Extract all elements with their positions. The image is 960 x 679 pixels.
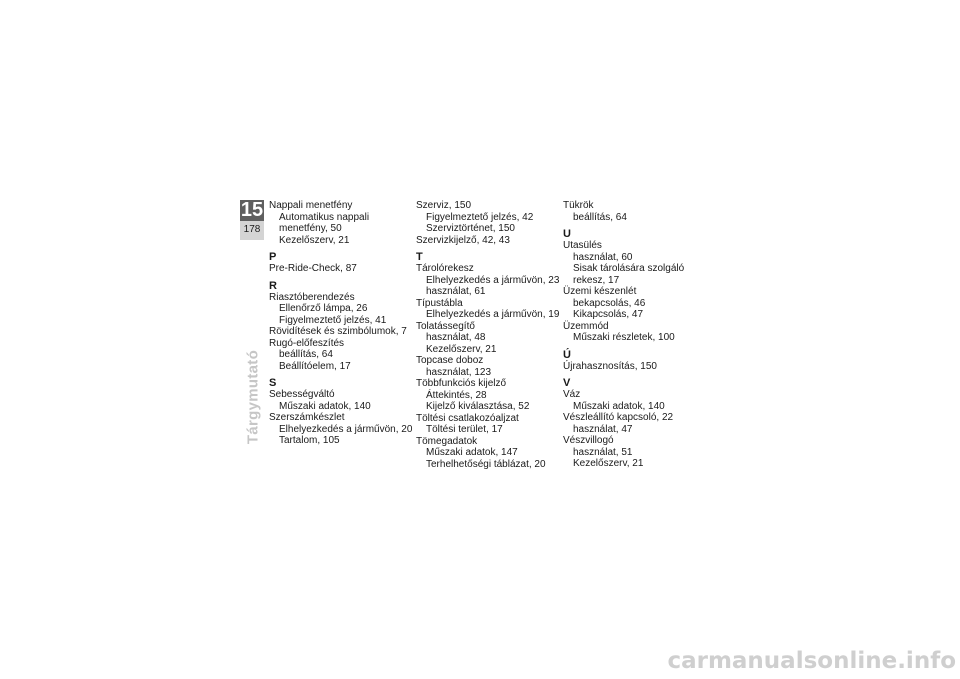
index-subentry: használat, 47 [573, 423, 633, 435]
index-subentry: bekapcsolás, 46 [573, 297, 646, 309]
index-subentry: menetfény, 50 [279, 223, 342, 234]
index-entry: Tükrök [563, 200, 594, 211]
index-entry: Utasülés [563, 240, 602, 251]
index-letter-heading: R [269, 279, 277, 292]
index-subentry: használat, 51 [573, 446, 633, 458]
index-subentry: használat, 48 [426, 332, 486, 343]
index-entry: Nappali menetfény [269, 200, 353, 211]
index-entry: Tárolórekesz [416, 263, 474, 274]
index-subentry: Terhelhetőségi táblázat, 20 [426, 458, 546, 470]
index-entry: Vészleállító kapcsoló, 22 [563, 412, 674, 423]
chapter-title-vertical [244, 349, 262, 445]
index-column-3 [563, 200, 708, 470]
index-column-1 [269, 200, 414, 447]
index-subentry: Tartalom, 105 [279, 435, 340, 446]
index-entry: Tömegadatok [416, 435, 478, 447]
index-entry: Szervizkijelző, 42, 43 [416, 234, 510, 246]
index-subentry: Műszaki adatok, 147 [426, 447, 518, 458]
index-entry: Üzemmód [563, 320, 609, 332]
index-subentry: Figyelmeztető jelzés, 42 [426, 211, 534, 223]
index-subentry: használat, 61 [426, 286, 486, 297]
index-entry: Riasztóberendezés [269, 291, 355, 303]
index-subentry: Elhelyezkedés a járművön, 23 [426, 274, 560, 286]
index-subentry: Töltési terület, 17 [426, 424, 503, 435]
index-entry: Típustábla [416, 297, 463, 309]
index-entry: Tolatássegítő [416, 320, 475, 332]
index-entry: Váz [563, 389, 581, 400]
index-column-2 [416, 200, 561, 470]
index-subentry: Elhelyezkedés a járművön, 19 [426, 309, 560, 320]
index-subentry: Szerviztörténet, 150 [426, 223, 515, 234]
index-letter-heading: V [563, 377, 571, 389]
index-entry: Rövidítések és szimbólumok, 7 [269, 326, 407, 337]
index-subentry: Kezelőszerv, 21 [573, 458, 644, 469]
index-letter-heading: S [269, 377, 277, 389]
index-subentry: Automatikus nappali [279, 211, 370, 223]
index-subentry: Műszaki adatok, 140 [279, 400, 371, 412]
index-letter-heading: T [416, 251, 423, 263]
index-subentry: beállítás, 64 [573, 211, 627, 223]
index-entry: Üzemi készenlét [563, 286, 637, 297]
index-subentry: Elhelyezkedés a járművön, 20 [279, 423, 413, 435]
index-entry: Vészvillogó [563, 435, 614, 446]
index-letter-heading: Ú [563, 348, 571, 361]
index-entry: Sebességváltó [269, 389, 335, 400]
index-subentry: Kezelőszerv, 21 [279, 234, 350, 246]
page-number: 178 [243, 224, 261, 235]
index-subentry: Áttekintés, 28 [426, 389, 487, 401]
index-subentry: Sisak tárolására szolgáló [573, 263, 685, 274]
index-subentry: Kijelző kiválasztása, 52 [426, 401, 530, 412]
index-entry: Szerviz, 150 [416, 200, 472, 211]
index-subentry: Figyelmeztető jelzés, 41 [279, 314, 387, 326]
index-subentry: Kezelőszerv, 21 [426, 343, 497, 355]
index-subentry: használat, 123 [426, 366, 492, 378]
index-subentry: Beállítóelem, 17 [279, 360, 351, 372]
index-entry: Topcase doboz [416, 355, 484, 366]
chapter-tab [240, 200, 264, 240]
index-entry: Többfunkciós kijelző [416, 378, 507, 389]
chapter-title: Tárgymutató [244, 349, 262, 445]
index-entry: Újrahasznosítás, 150 [563, 360, 657, 372]
index-subentry: Műszaki adatok, 140 [573, 400, 665, 412]
index-subentry: Ellenőrző lámpa, 26 [279, 303, 368, 314]
index-letter-heading: U [563, 228, 571, 240]
index-entry: Rugó-előfeszítés [269, 337, 345, 349]
index-subentry: használat, 60 [573, 251, 633, 263]
index-subentry: Kikapcsolás, 47 [573, 309, 644, 320]
chapter-number: 15 [240, 199, 264, 221]
index-entry: Pre-Ride-Check, 87 [269, 263, 357, 274]
watermark[interactable]: carmanualsonline.info [667, 648, 956, 674]
index-subentry: Műszaki részletek, 100 [573, 332, 675, 343]
index-entry: Töltési csatlakozóaljzat [416, 412, 519, 424]
index-subentry: beállítás, 64 [279, 349, 333, 360]
index-entry: Szerszámkészlet [269, 412, 345, 423]
index-letter-heading: P [269, 251, 277, 263]
index-subentry: rekesz, 17 [573, 274, 620, 286]
